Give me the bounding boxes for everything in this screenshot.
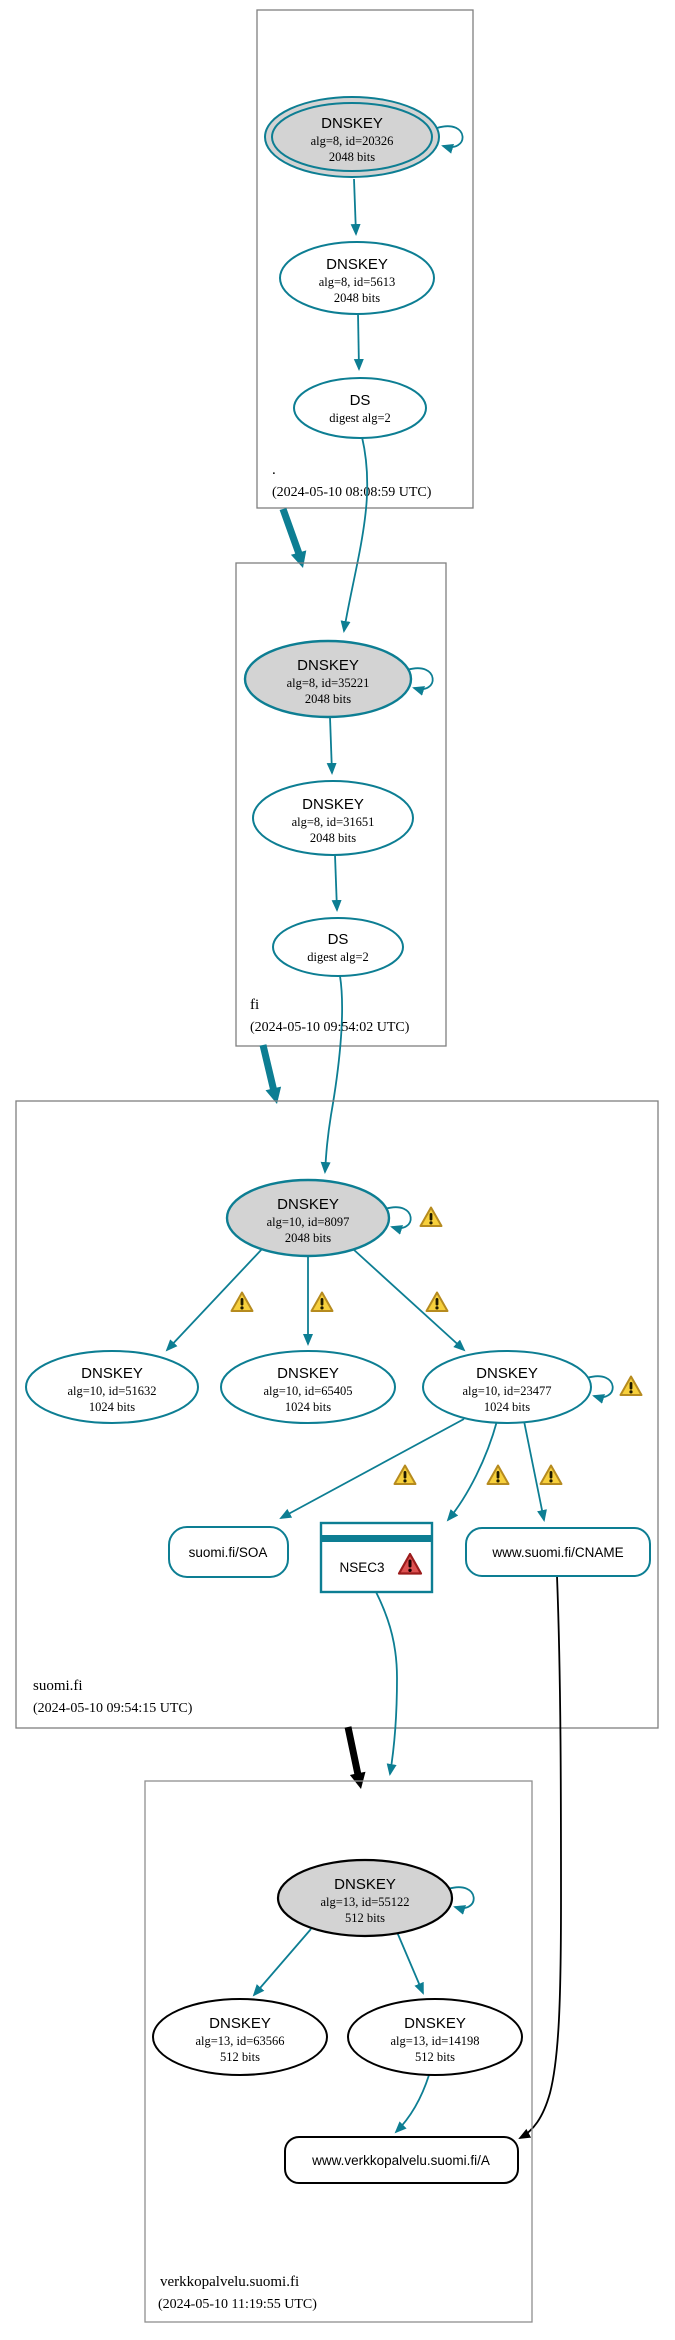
warning-icon <box>541 1466 562 1485</box>
node-fi-zsk-dnskey[interactable] <box>253 781 413 855</box>
root-ksk-alg: alg=8, id=20326 <box>310 134 394 148</box>
node-root-zsk-dnskey[interactable] <box>280 242 434 314</box>
suomi-zsk1-bits: 1024 bits <box>88 1400 136 1414</box>
edge-root-ds-to-fi-ksk <box>344 437 367 631</box>
edge-nsec3-to-verkkopalvelu-zone <box>376 1592 397 1774</box>
zone-fi-label: fi <box>250 997 260 1013</box>
fi-zsk-bits: 2048 bits <box>309 831 357 845</box>
edge-verkko-ksk-to-zsk2 <box>397 1932 423 1993</box>
fi-ds-title: DS <box>327 931 349 948</box>
node-verkko-ksk-dnskey[interactable] <box>278 1860 452 1936</box>
suomi-zsk3-bits: 1024 bits <box>483 1400 531 1414</box>
edge-fi-zsk-to-ds <box>335 855 337 910</box>
nsec3-header-bar <box>321 1535 432 1542</box>
delegation-arrow-root-to-fi <box>280 508 307 568</box>
node-fi-ds[interactable] <box>273 918 403 976</box>
suomi-cname-label: www.suomi.fi/CNAME <box>492 1545 624 1560</box>
edge-root-ksk-to-zsk <box>354 179 356 234</box>
verkko-zsk2-bits: 512 bits <box>415 2050 455 2064</box>
warning-icon <box>427 1293 448 1312</box>
root-zsk-title: DNSKEY <box>326 256 388 273</box>
zone-root-timestamp: (2024-05-10 08:08:59 UTC) <box>272 485 432 500</box>
node-suomi-ksk-dnskey[interactable] <box>227 1180 389 1256</box>
verkko-ksk-alg: alg=13, id=55122 <box>320 1895 410 1909</box>
edge-suomi-ksk-to-zsk1 <box>167 1249 262 1350</box>
zone-root <box>257 10 473 631</box>
suomi-ksk-title: DNSKEY <box>277 1196 339 1213</box>
verkko-a-label: www.verkkopalvelu.suomi.fi/A <box>312 2153 490 2168</box>
nsec3-label: NSEC3 <box>339 1560 385 1575</box>
verkko-zsk1-alg: alg=13, id=63566 <box>195 2034 285 2048</box>
verkko-zsk1-bits: 512 bits <box>220 2050 260 2064</box>
warning-icon <box>621 1377 642 1396</box>
node-suomi-zsk2-dnskey[interactable] <box>221 1351 395 1423</box>
root-ds-title: DS <box>349 392 371 409</box>
zone-fi-timestamp: (2024-05-10 09:54:02 UTC) <box>250 1020 410 1035</box>
node-suomi-soa-record[interactable] <box>169 1527 288 1577</box>
zone-verkkopalvelu <box>145 1781 532 2322</box>
edge-root-ksk-selfloop <box>437 126 463 147</box>
edge-suomi-zsk3-to-soa <box>281 1419 464 1518</box>
warning-icon <box>395 1466 416 1485</box>
edge-root-zsk-to-ds <box>358 313 359 369</box>
zone-suomi-fi <box>16 1101 658 2138</box>
edge-suomi-zsk3-to-cname <box>524 1421 544 1520</box>
warning-icon <box>488 1466 509 1485</box>
zone-verkkopalvelu-timestamp: (2024-05-10 11:19:55 UTC) <box>158 2297 317 2312</box>
zone-suomi-timestamp: (2024-05-10 09:54:15 UTC) <box>33 1701 193 1716</box>
edge-fi-ksk-to-zsk <box>330 717 332 773</box>
fi-ksk-bits: 2048 bits <box>304 692 352 706</box>
root-ds-alg: digest alg=2 <box>329 411 391 425</box>
node-verkko-zsk1-dnskey[interactable] <box>153 1999 327 2075</box>
suomi-soa-label: suomi.fi/SOA <box>188 1545 268 1560</box>
fi-zsk-alg: alg=8, id=31651 <box>291 815 375 829</box>
verkko-zsk1-title: DNSKEY <box>209 2015 271 2032</box>
suomi-zsk2-alg: alg=10, id=65405 <box>263 1384 353 1398</box>
edge-cname-to-a-record <box>520 1576 561 2138</box>
fi-zsk-title: DNSKEY <box>302 796 364 813</box>
verkko-zsk2-title: DNSKEY <box>404 2015 466 2032</box>
zone-fi <box>236 563 446 1172</box>
suomi-zsk3-alg: alg=10, id=23477 <box>462 1384 552 1398</box>
suomi-ksk-alg: alg=10, id=8097 <box>266 1215 350 1229</box>
edge-fi-ds-to-suomi-ksk <box>325 976 342 1172</box>
suomi-zsk2-title: DNSKEY <box>277 1365 339 1382</box>
zone-suomi-label: suomi.fi <box>33 1678 83 1694</box>
nsec3-outer-rect <box>321 1523 432 1592</box>
delegation-arrow-fi-to-suomi <box>260 1044 282 1104</box>
root-ksk-bits: 2048 bits <box>328 150 376 164</box>
fi-ksk-title: DNSKEY <box>297 657 359 674</box>
root-zsk-bits: 2048 bits <box>333 291 381 305</box>
node-root-ds[interactable] <box>294 378 426 438</box>
verkko-ksk-bits: 512 bits <box>345 1911 385 1925</box>
suomi-zsk2-bits: 1024 bits <box>284 1400 332 1414</box>
node-suomi-cname-record[interactable] <box>466 1528 650 1576</box>
warning-icon <box>312 1293 333 1312</box>
delegation-arrow-suomi-to-verkkopalvelu <box>345 1726 366 1789</box>
fi-ds-alg: digest alg=2 <box>307 950 369 964</box>
edge-verkko-zsk2-to-a <box>396 2075 429 2132</box>
warning-icon <box>232 1293 253 1312</box>
suomi-zsk3-title: DNSKEY <box>476 1365 538 1382</box>
warning-icon <box>421 1208 442 1227</box>
node-suomi-nsec3[interactable] <box>321 1523 432 1592</box>
node-root-ksk-dnskey[interactable] <box>265 97 439 177</box>
suomi-zsk1-alg: alg=10, id=51632 <box>67 1384 157 1398</box>
fi-ksk-alg: alg=8, id=35221 <box>286 676 370 690</box>
root-ksk-title: DNSKEY <box>321 115 383 132</box>
node-suomi-zsk1-dnskey[interactable] <box>26 1351 198 1423</box>
verkko-ksk-title: DNSKEY <box>334 1876 396 1893</box>
verkko-zsk2-alg: alg=13, id=14198 <box>390 2034 480 2048</box>
zone-root-label: . <box>272 462 276 478</box>
node-verkko-a-record[interactable] <box>285 2137 518 2183</box>
zone-verkkopalvelu-label: verkkopalvelu.suomi.fi <box>160 2274 300 2290</box>
root-zsk-alg: alg=8, id=5613 <box>318 275 396 289</box>
edge-suomi-ksk-to-zsk3 <box>353 1249 464 1350</box>
suomi-zsk1-title: DNSKEY <box>81 1365 143 1382</box>
edge-suomi-zsk3-to-nsec3 <box>448 1421 497 1520</box>
suomi-ksk-bits: 2048 bits <box>284 1231 332 1245</box>
node-suomi-zsk3-dnskey[interactable] <box>423 1351 591 1423</box>
node-verkko-zsk2-dnskey[interactable] <box>348 1999 522 2075</box>
edge-verkko-ksk-to-zsk1 <box>254 1929 311 1995</box>
node-fi-ksk-dnskey[interactable] <box>245 641 411 717</box>
